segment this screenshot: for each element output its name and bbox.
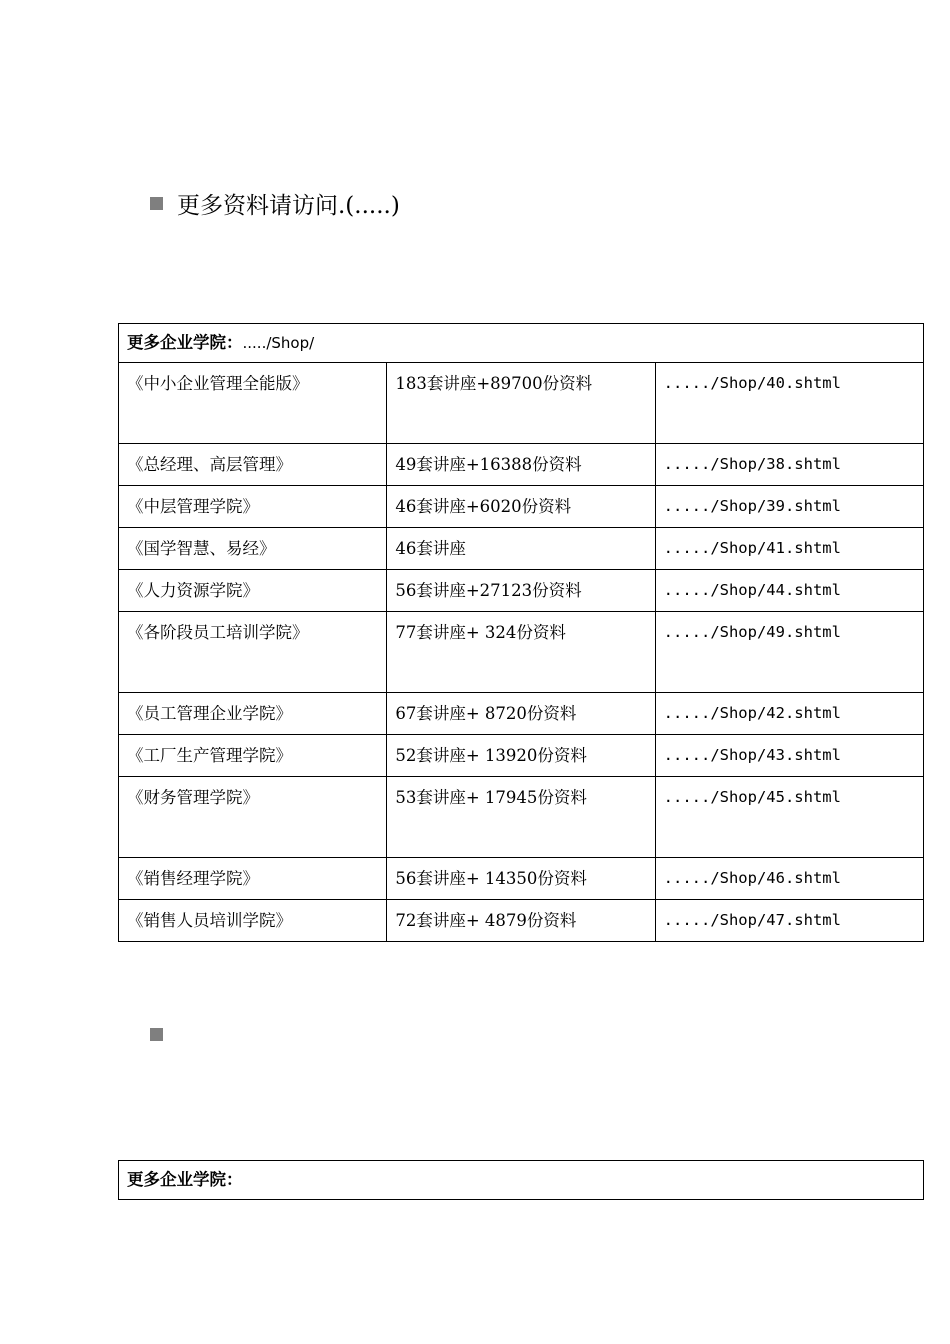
academy-table <box>118 323 924 942</box>
table-row <box>119 486 924 528</box>
course-title-cell: 《员工管理企业学院》 <box>119 693 387 735</box>
square-bullet-icon <box>150 197 163 210</box>
course-url-link[interactable]: ...../Shop/46.shtml <box>655 858 923 900</box>
course-url-link[interactable]: ...../Shop/44.shtml <box>655 570 923 612</box>
table-row <box>119 735 924 777</box>
course-count-cell: 56套讲座+ 14350份资料 <box>387 858 655 900</box>
course-count-cell: 46套讲座+6020份资料 <box>387 486 655 528</box>
course-count-cell: 77套讲座+ 324份资料 <box>387 612 655 693</box>
course-count-cell: 56套讲座+27123份资料 <box>387 570 655 612</box>
course-title-cell: 《各阶段员工培训学院》 <box>119 612 387 693</box>
course-count-cell: 52套讲座+ 13920份资料 <box>387 735 655 777</box>
course-url-link[interactable]: ...../Shop/43.shtml <box>655 735 923 777</box>
table-header-cell <box>119 324 924 363</box>
course-url-link[interactable]: ...../Shop/45.shtml <box>655 777 923 858</box>
table-row <box>119 363 924 444</box>
table-header-row <box>119 1161 924 1200</box>
course-title-cell: 《销售经理学院》 <box>119 858 387 900</box>
course-count-cell: 183套讲座+89700份资料 <box>387 363 655 444</box>
section-heading-2 <box>150 1028 177 1041</box>
course-title-cell: 《总经理、高层管理》 <box>119 444 387 486</box>
course-title-cell: 《销售人员培训学院》 <box>119 900 387 942</box>
course-url-link[interactable]: ...../Shop/41.shtml <box>655 528 923 570</box>
table-row <box>119 777 924 858</box>
table-row <box>119 612 924 693</box>
table-header-url[interactable]: ...../Shop/ <box>242 334 315 352</box>
course-url-link[interactable]: ...../Shop/38.shtml <box>655 444 923 486</box>
course-count-cell: 72套讲座+ 4879份资料 <box>387 900 655 942</box>
table-row <box>119 570 924 612</box>
table-row <box>119 444 924 486</box>
square-bullet-icon <box>150 1028 163 1041</box>
section-heading-text: 更多资料请访问.(.....) <box>177 193 400 219</box>
course-title-cell: 《财务管理学院》 <box>119 777 387 858</box>
course-count-cell: 49套讲座+16388份资料 <box>387 444 655 486</box>
table-row <box>119 528 924 570</box>
table-header-label: 更多企业学院： <box>127 333 243 352</box>
table-header-row <box>119 324 924 363</box>
table-header-label: 更多企业学院： <box>127 1170 243 1189</box>
table-row <box>119 858 924 900</box>
section-heading-1 <box>150 187 400 220</box>
course-count-cell: 46套讲座 <box>387 528 655 570</box>
course-count-cell: 53套讲座+ 17945份资料 <box>387 777 655 858</box>
table-row <box>119 900 924 942</box>
course-count-cell: 67套讲座+ 8720份资料 <box>387 693 655 735</box>
course-url-link[interactable]: ...../Shop/39.shtml <box>655 486 923 528</box>
table-header-cell <box>119 1161 924 1200</box>
course-url-link[interactable]: ...../Shop/49.shtml <box>655 612 923 693</box>
course-url-link[interactable]: ...../Shop/40.shtml <box>655 363 923 444</box>
academy-table-2 <box>118 1160 924 1200</box>
course-title-cell: 《人力资源学院》 <box>119 570 387 612</box>
course-title-cell: 《国学智慧、易经》 <box>119 528 387 570</box>
course-title-cell: 《工厂生产管理学院》 <box>119 735 387 777</box>
course-url-link[interactable]: ...../Shop/42.shtml <box>655 693 923 735</box>
course-title-cell: 《中小企业管理全能版》 <box>119 363 387 444</box>
course-url-link[interactable]: ...../Shop/47.shtml <box>655 900 923 942</box>
course-title-cell: 《中层管理学院》 <box>119 486 387 528</box>
table-row <box>119 693 924 735</box>
